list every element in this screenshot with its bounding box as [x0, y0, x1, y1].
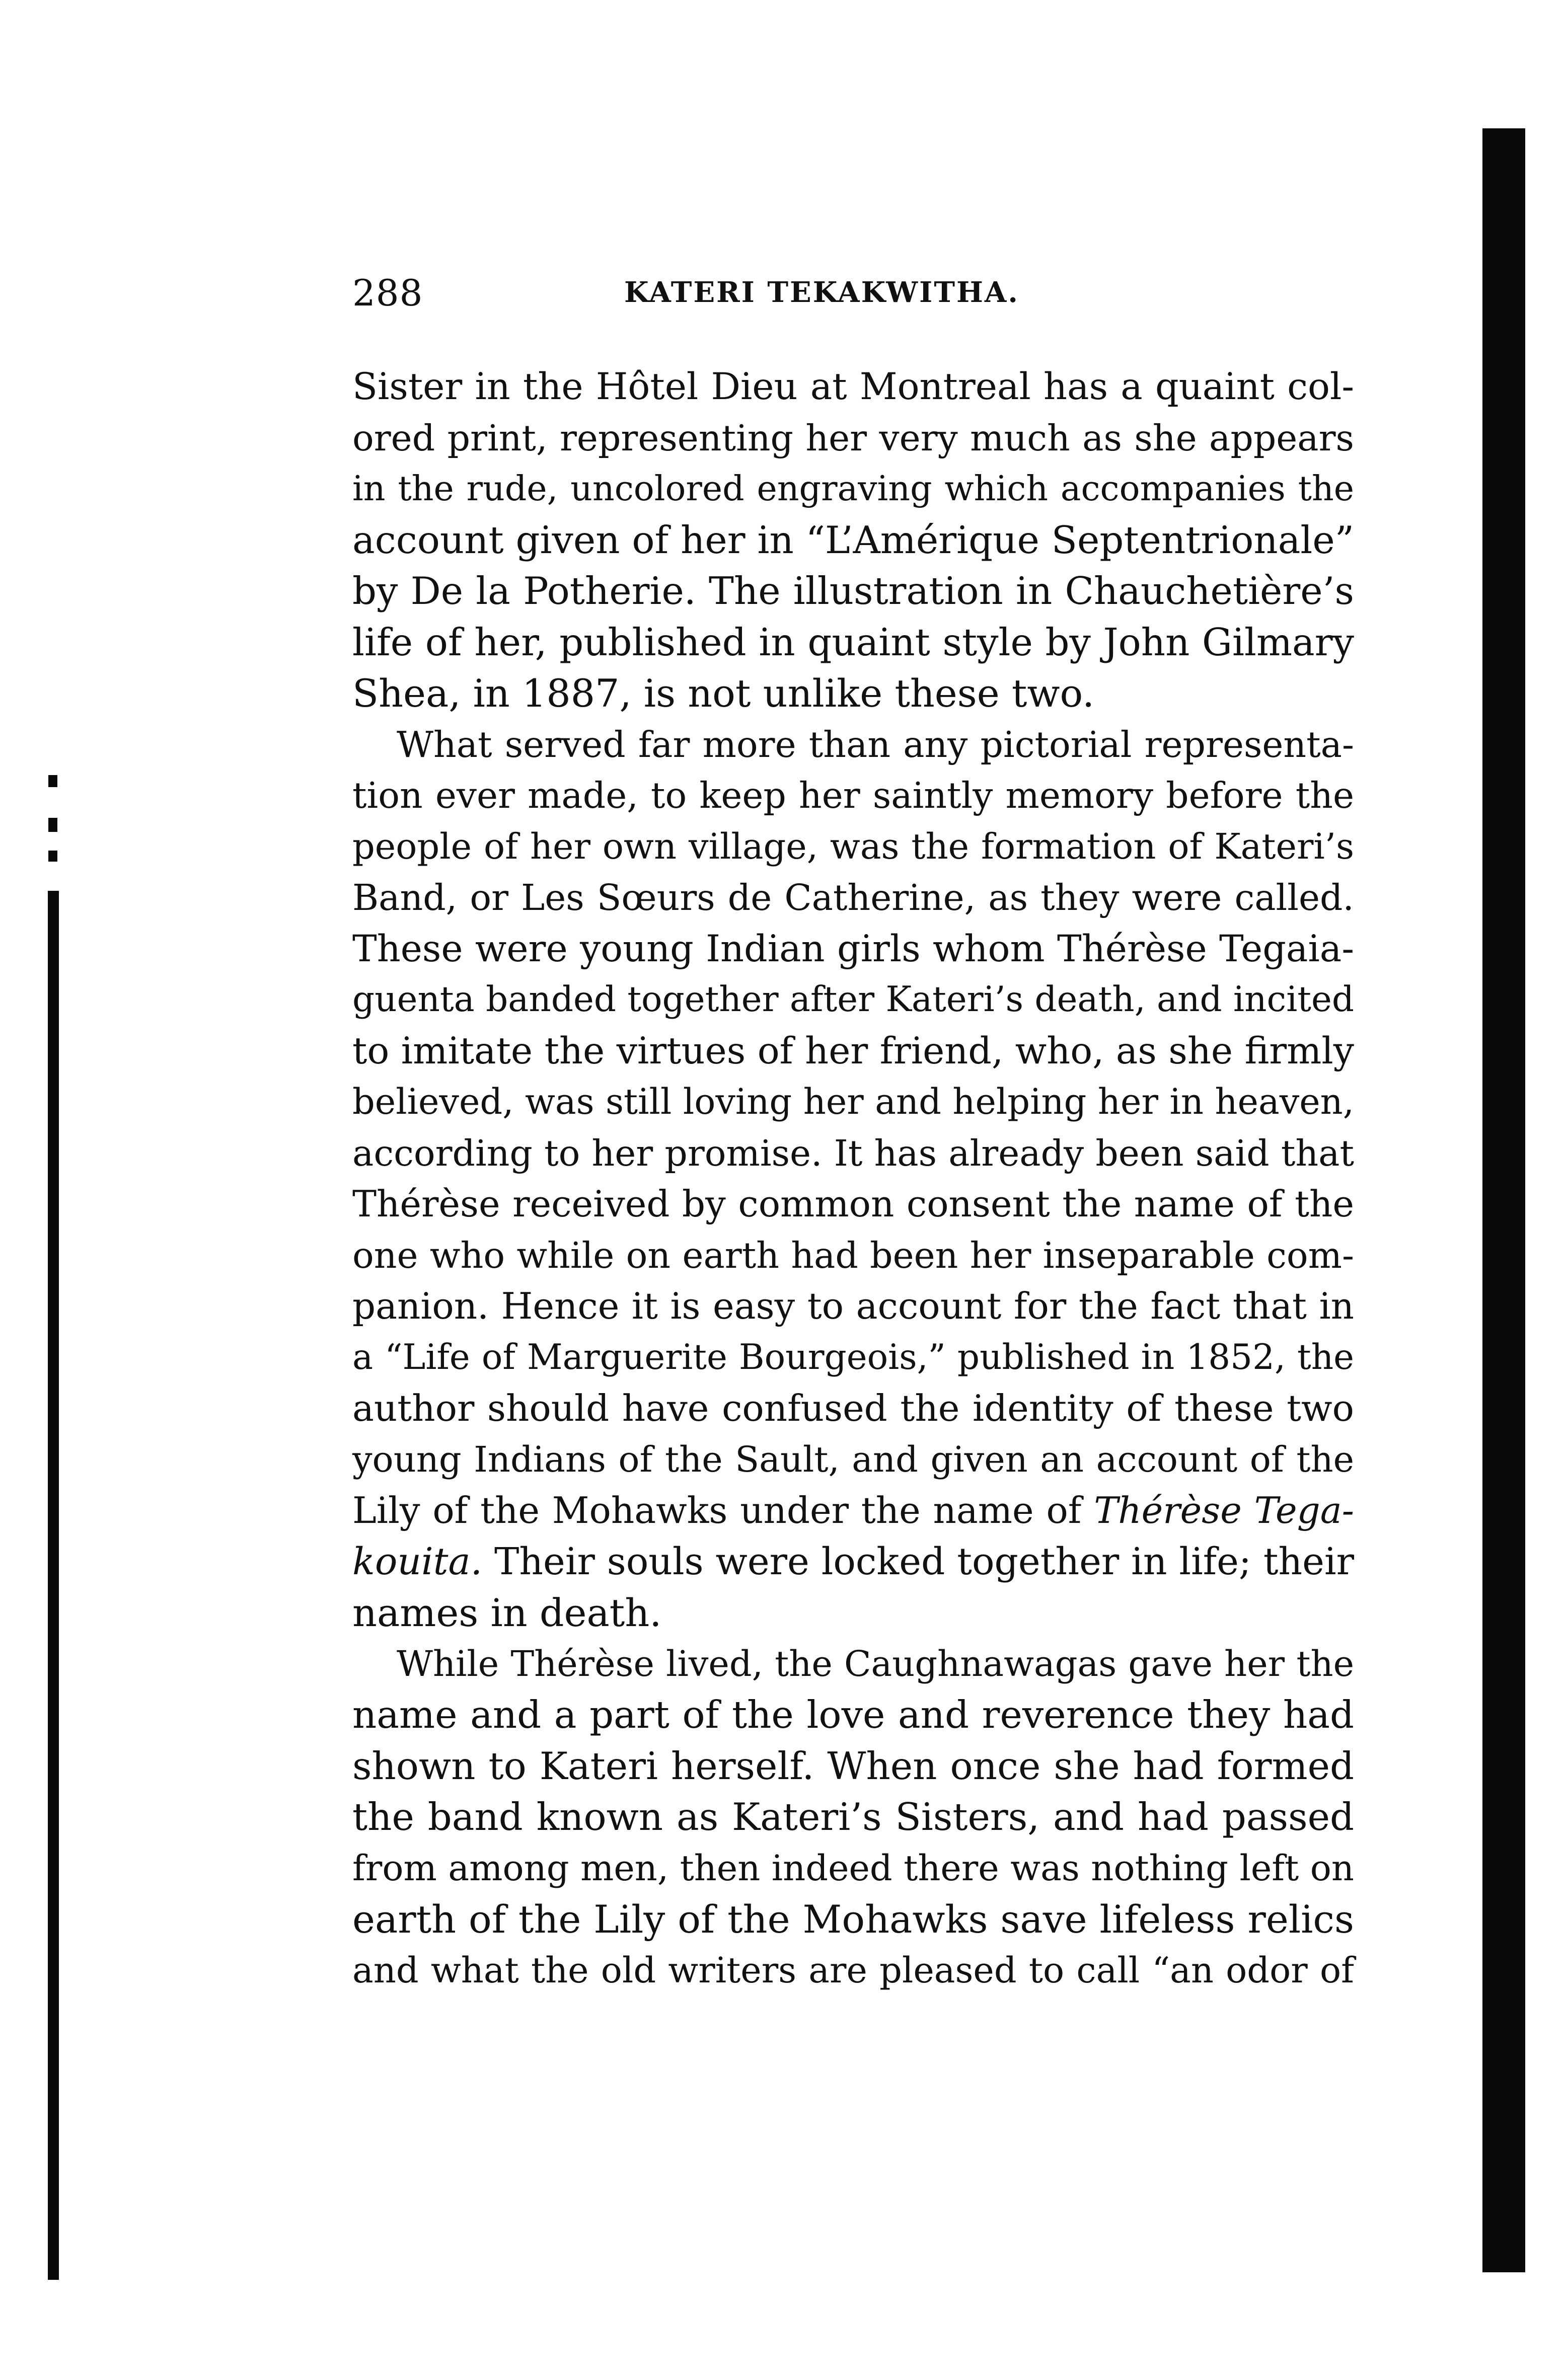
scan-edge-shadow-left — [48, 891, 59, 2280]
text-line: What served far more than any pictorial representa- — [397, 723, 1354, 765]
text-line: author should have confused the identity of these two — [352, 1387, 1354, 1429]
running-head — [352, 272, 1359, 312]
text-line — [352, 1537, 1354, 1588]
scan-mark — [48, 775, 57, 787]
running-title: KATERI TEKAKWITHA. — [624, 276, 1019, 309]
text-line: the band known as Kateri’s Sisters, and had passed — [352, 1795, 1354, 1839]
text-line: Shea, in 1887, is not unlike these two. — [352, 671, 1095, 716]
text-line: names in death. — [352, 1590, 662, 1635]
text-line: people of her own village, was the formation of Kateri’s — [352, 825, 1354, 867]
text-line: believed, was still loving her and helping her in heaven, — [352, 1081, 1354, 1122]
scan-mark — [48, 851, 57, 862]
text-line: Sister in the Hôtel Dieu at Montreal has a quaint col- — [352, 365, 1354, 408]
text-line: guenta banded together after Kateri’s death, and incited — [352, 979, 1354, 1020]
text-line: ored print, representing her very much as she appears — [352, 417, 1354, 459]
text-line: in the rude, uncolored engraving which accompanies the — [352, 469, 1354, 509]
text-line: to imitate the virtues of her friend, who, as she firmly — [352, 1029, 1354, 1072]
body-text — [352, 361, 1354, 1996]
text-line: a “Life of Marguerite Bourgeois,” published in 1852, the — [352, 1337, 1354, 1377]
text-line: young Indians of the Sault, and given an account of the — [352, 1438, 1354, 1480]
text-line: one who while on earth had been her inseparable com- — [352, 1234, 1354, 1276]
text-line: While Thérèse lived, the Caughnawagas gave her the — [397, 1643, 1354, 1684]
text-line: tion ever made, to keep her saintly memory before the — [352, 775, 1354, 816]
text-line: name and a part of the love and reverence they had — [352, 1693, 1354, 1737]
text-line: panion. Hence it is easy to account for the fact that in — [352, 1285, 1354, 1327]
text-line: by De la Potherie. The illustration in Chauchetière’s — [352, 569, 1354, 613]
text-line — [352, 1485, 1354, 1537]
text-line: shown to Kateri herself. When once she had formed — [352, 1743, 1354, 1788]
text-line: according to her promise. It has already been said that — [352, 1132, 1354, 1174]
text-segment: Lily of the Mohawks under the name of — [352, 1489, 1094, 1531]
text-segment: Their souls were locked together in life; their — [482, 1540, 1354, 1583]
text-line: These were young Indian girls whom Thérèse Tegaia- — [352, 927, 1354, 970]
page-number: 288 — [352, 272, 423, 314]
text-line: from among men, then indeed there was nothing left on — [352, 1847, 1354, 1889]
italic-name: Thérèse Tega- — [1094, 1489, 1354, 1531]
text-line: Band, or Les Sœurs de Catherine, as they were called. — [352, 877, 1354, 918]
text-line: Thérèse received by common consent the name of the — [352, 1183, 1354, 1225]
scan-mark — [48, 818, 57, 832]
text-line: life of her, published in quaint style by John Gilmary — [352, 620, 1354, 664]
text-line: earth of the Lily of the Mohawks save lifeless relics — [352, 1897, 1354, 1942]
scan-edge-shadow-right — [1482, 128, 1525, 2272]
italic-name: kouita. — [352, 1540, 483, 1583]
text-line: account given of her in “L’Amérique Septentrionale” — [352, 517, 1355, 562]
text-line: and what the old writers are pleased to call “an odor of — [352, 1949, 1354, 1991]
